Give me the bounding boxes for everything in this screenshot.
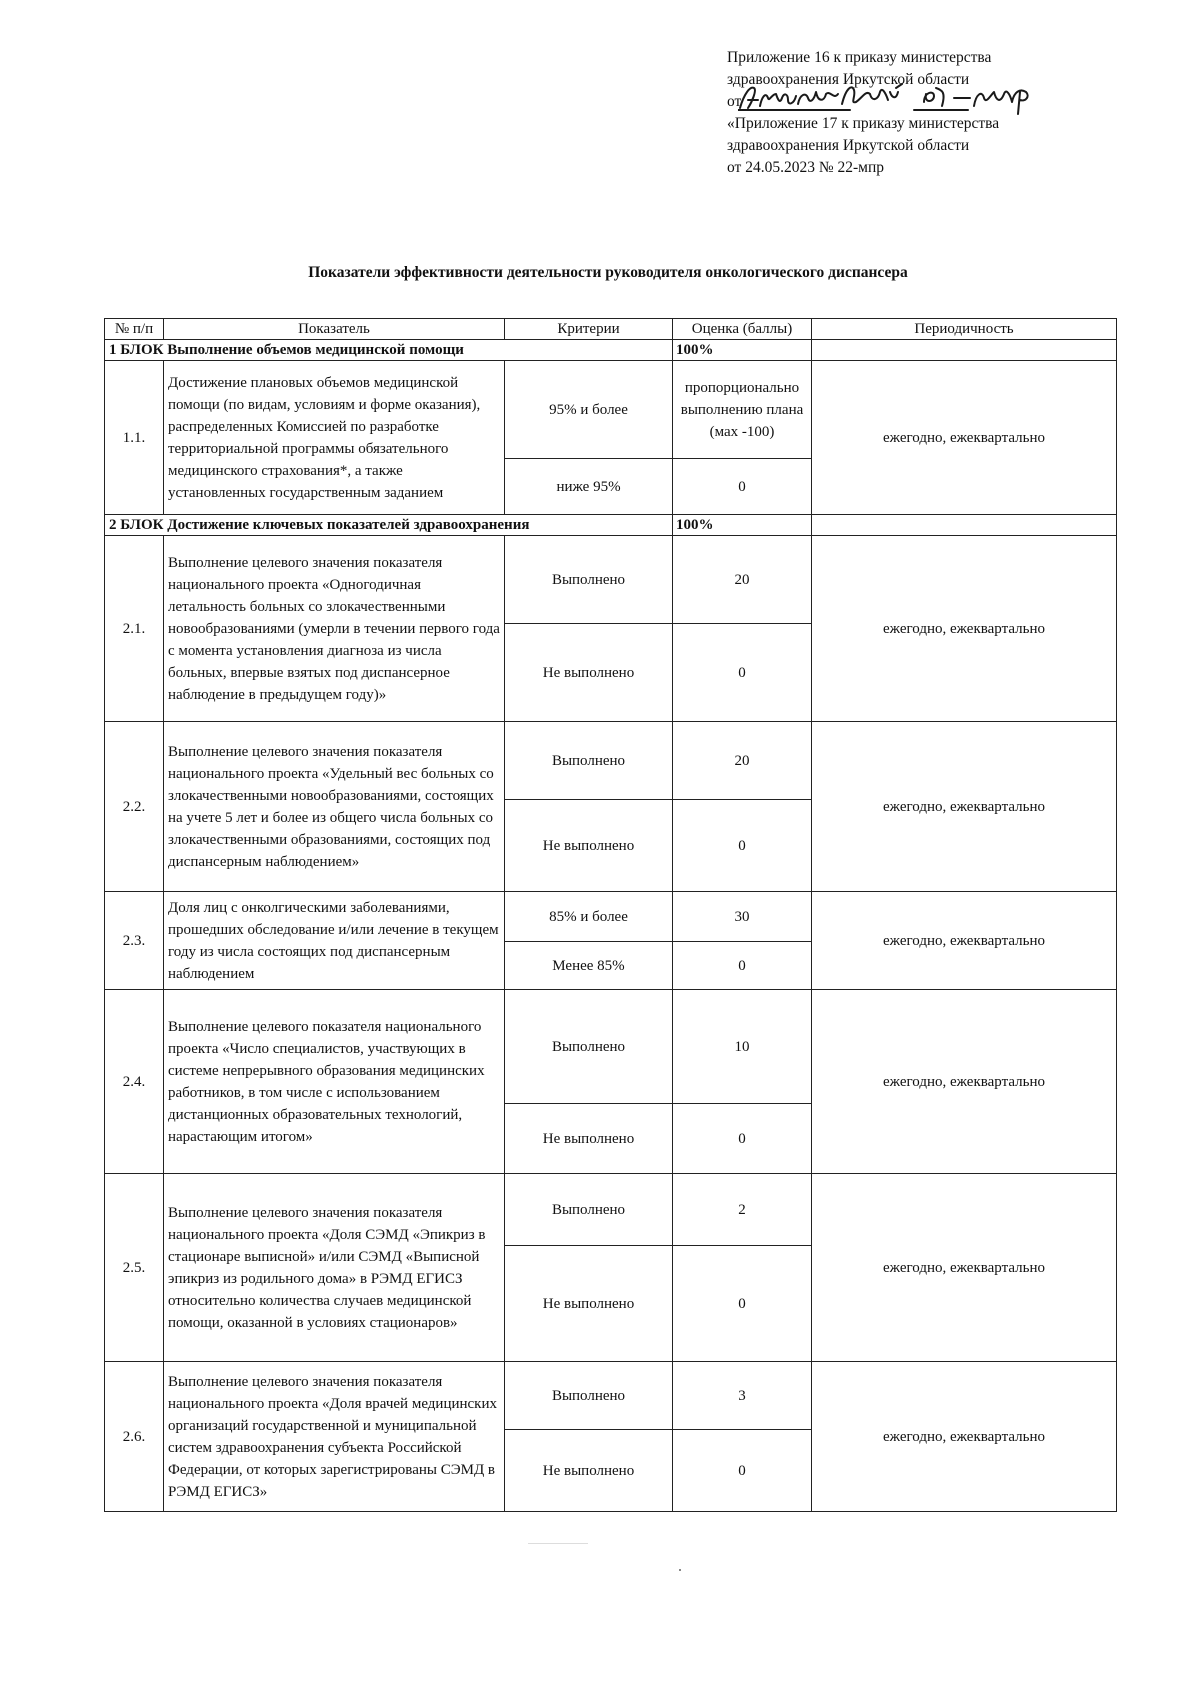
- row-number: 2.4.: [105, 990, 164, 1174]
- row-score: 10: [673, 990, 812, 1104]
- document-title: Показатели эффективности деятельности руководителя онкологического диспансера: [308, 264, 908, 281]
- row-periodicity: ежегодно, ежеквартально: [812, 1174, 1117, 1362]
- row-score: 0: [673, 942, 812, 990]
- column-header-criteria: Критерии: [505, 319, 673, 340]
- column-header-periodicity: Периодичность: [812, 319, 1117, 340]
- block-weight: 100%: [673, 515, 812, 536]
- row-indicator: Выполнение целевого показателя национального проекта «Число специалистов, участвующих в системе непрерывного образования медицинских работников, в том числе с использованием дистанционных образовательных технологий, нарастающим итогом»: [164, 990, 505, 1174]
- handwritten-date-signature: [738, 80, 1048, 116]
- table-row: [105, 536, 1117, 624]
- row-score: 0: [673, 1104, 812, 1174]
- row-periodicity: ежегодно, ежеквартально: [812, 361, 1117, 515]
- row-score: 30: [673, 892, 812, 942]
- row-periodicity: ежегодно, ежеквартально: [812, 722, 1117, 892]
- scan-dot: [528, 1543, 588, 1544]
- column-header-number: № п/п: [105, 319, 164, 340]
- row-indicator: Выполнение целевого значения показателя национального проекта «Доля врачей медицинских организаций государственной и муниципальной систем здравоохранения субъекта Российской Федерации, от которых зарегистрированы СЭМД в РЭМД ЕГИСЗ»: [164, 1362, 505, 1512]
- block-empty-cell: [812, 340, 1117, 361]
- row-periodicity: ежегодно, ежеквартально: [812, 892, 1117, 990]
- indicators-table: [104, 318, 1117, 1512]
- row-criteria: Не выполнено: [505, 1246, 673, 1362]
- table-row: [105, 1174, 1117, 1246]
- row-number: 2.1.: [105, 536, 164, 722]
- row-indicator: Доля лиц с онколгическими заболеваниями, прошедших обследование и/или лечение в текущем году из числа состоящих под диспансерным наблюдением: [164, 892, 505, 990]
- row-criteria: Не выполнено: [505, 1430, 673, 1512]
- row-criteria: Менее 85%: [505, 942, 673, 990]
- row-number: 2.5.: [105, 1174, 164, 1362]
- row-criteria: Выполнено: [505, 722, 673, 800]
- row-criteria: Не выполнено: [505, 800, 673, 892]
- row-score: 3: [673, 1362, 812, 1430]
- row-number: 1.1.: [105, 361, 164, 515]
- row-periodicity: ежегодно, ежеквартально: [812, 990, 1117, 1174]
- block-row: [105, 515, 1117, 536]
- row-criteria: Выполнено: [505, 1174, 673, 1246]
- column-header-score: Оценка (баллы): [673, 319, 812, 340]
- column-header-indicator: Показатель: [164, 319, 505, 340]
- row-score: 2: [673, 1174, 812, 1246]
- row-criteria: 85% и более: [505, 892, 673, 942]
- header-line-3-prefix: от: [727, 93, 742, 110]
- row-criteria: Выполнено: [505, 536, 673, 624]
- header-line-4: «Приложение 17 к приказу министерства: [727, 115, 1000, 132]
- block-empty-cell: [812, 515, 1117, 536]
- row-number: 2.3.: [105, 892, 164, 990]
- row-score: 0: [673, 800, 812, 892]
- row-periodicity: ежегодно, ежеквартально: [812, 1362, 1117, 1512]
- row-indicator: Достижение плановых объемов медицинской помощи (по видам, условиям и форме оказания), распределенных Комиссией по разработке территориальной программы обязательного медицинского страхования*, а также установленных государственным заданием: [164, 361, 505, 515]
- row-criteria: Выполнено: [505, 1362, 673, 1430]
- row-score: пропорционально выполнению плана (мах -100): [673, 361, 812, 459]
- block-label: 2 БЛОК Достижение ключевых показателей здравоохранения: [105, 515, 673, 536]
- row-criteria: 95% и более: [505, 361, 673, 459]
- table-row: [105, 990, 1117, 1104]
- header-line-5: здравоохранения Иркутской области: [727, 137, 970, 154]
- block-label: 1 БЛОК Выполнение объемов медицинской помощи: [105, 340, 673, 361]
- block-row: [105, 340, 1117, 361]
- table-row: [105, 722, 1117, 800]
- header-line-2: здравоохранения Иркутской области: [727, 71, 970, 88]
- row-indicator: Выполнение целевого значения показателя национального проекта «Удельный вес больных со злокачественными новообразованиями, состоящих на учете 5 лет и более из общего числа больных со злокачественными образованиями, состоящих под диспансерным наблюдением»: [164, 722, 505, 892]
- row-score: 20: [673, 722, 812, 800]
- row-number: 2.2.: [105, 722, 164, 892]
- row-indicator: Выполнение целевого значения показателя национального проекта «Доля СЭМД «Эпикриз в стационаре выписной» и/или СЭМД «Выписной эпикриз из родильного дома» в РЭМД ЕГИСЗ относительно количества случаев медицинской помощи, оказанной в условиях стационаров»: [164, 1174, 505, 1362]
- row-score: 0: [673, 1246, 812, 1362]
- row-number: 2.6.: [105, 1362, 164, 1512]
- scan-dot: [679, 1569, 681, 1571]
- row-criteria: Не выполнено: [505, 1104, 673, 1174]
- header-line-6: от 24.05.2023 № 22-мпр: [727, 159, 884, 176]
- header-line-1: Приложение 16 к приказу министерства: [727, 49, 992, 66]
- row-periodicity: ежегодно, ежеквартально: [812, 536, 1117, 722]
- row-score: 20: [673, 536, 812, 624]
- table-row: [105, 892, 1117, 942]
- row-score: 0: [673, 624, 812, 722]
- row-criteria: ниже 95%: [505, 459, 673, 515]
- row-score: 0: [673, 459, 812, 515]
- block-weight: 100%: [673, 340, 812, 361]
- table-header-row: [105, 319, 1117, 340]
- row-criteria: Выполнено: [505, 990, 673, 1104]
- table-row: [105, 1362, 1117, 1430]
- row-score: 0: [673, 1430, 812, 1512]
- row-indicator: Выполнение целевого значения показателя национального проекта «Одногодичная летальность больных со злокачественными новообразованиями (умерли в течении первого года с момента установления диагноза из числа больных, впервые взятых под диспансерное наблюдение в предыдущем году)»: [164, 536, 505, 722]
- table-row: [105, 361, 1117, 459]
- row-criteria: Не выполнено: [505, 624, 673, 722]
